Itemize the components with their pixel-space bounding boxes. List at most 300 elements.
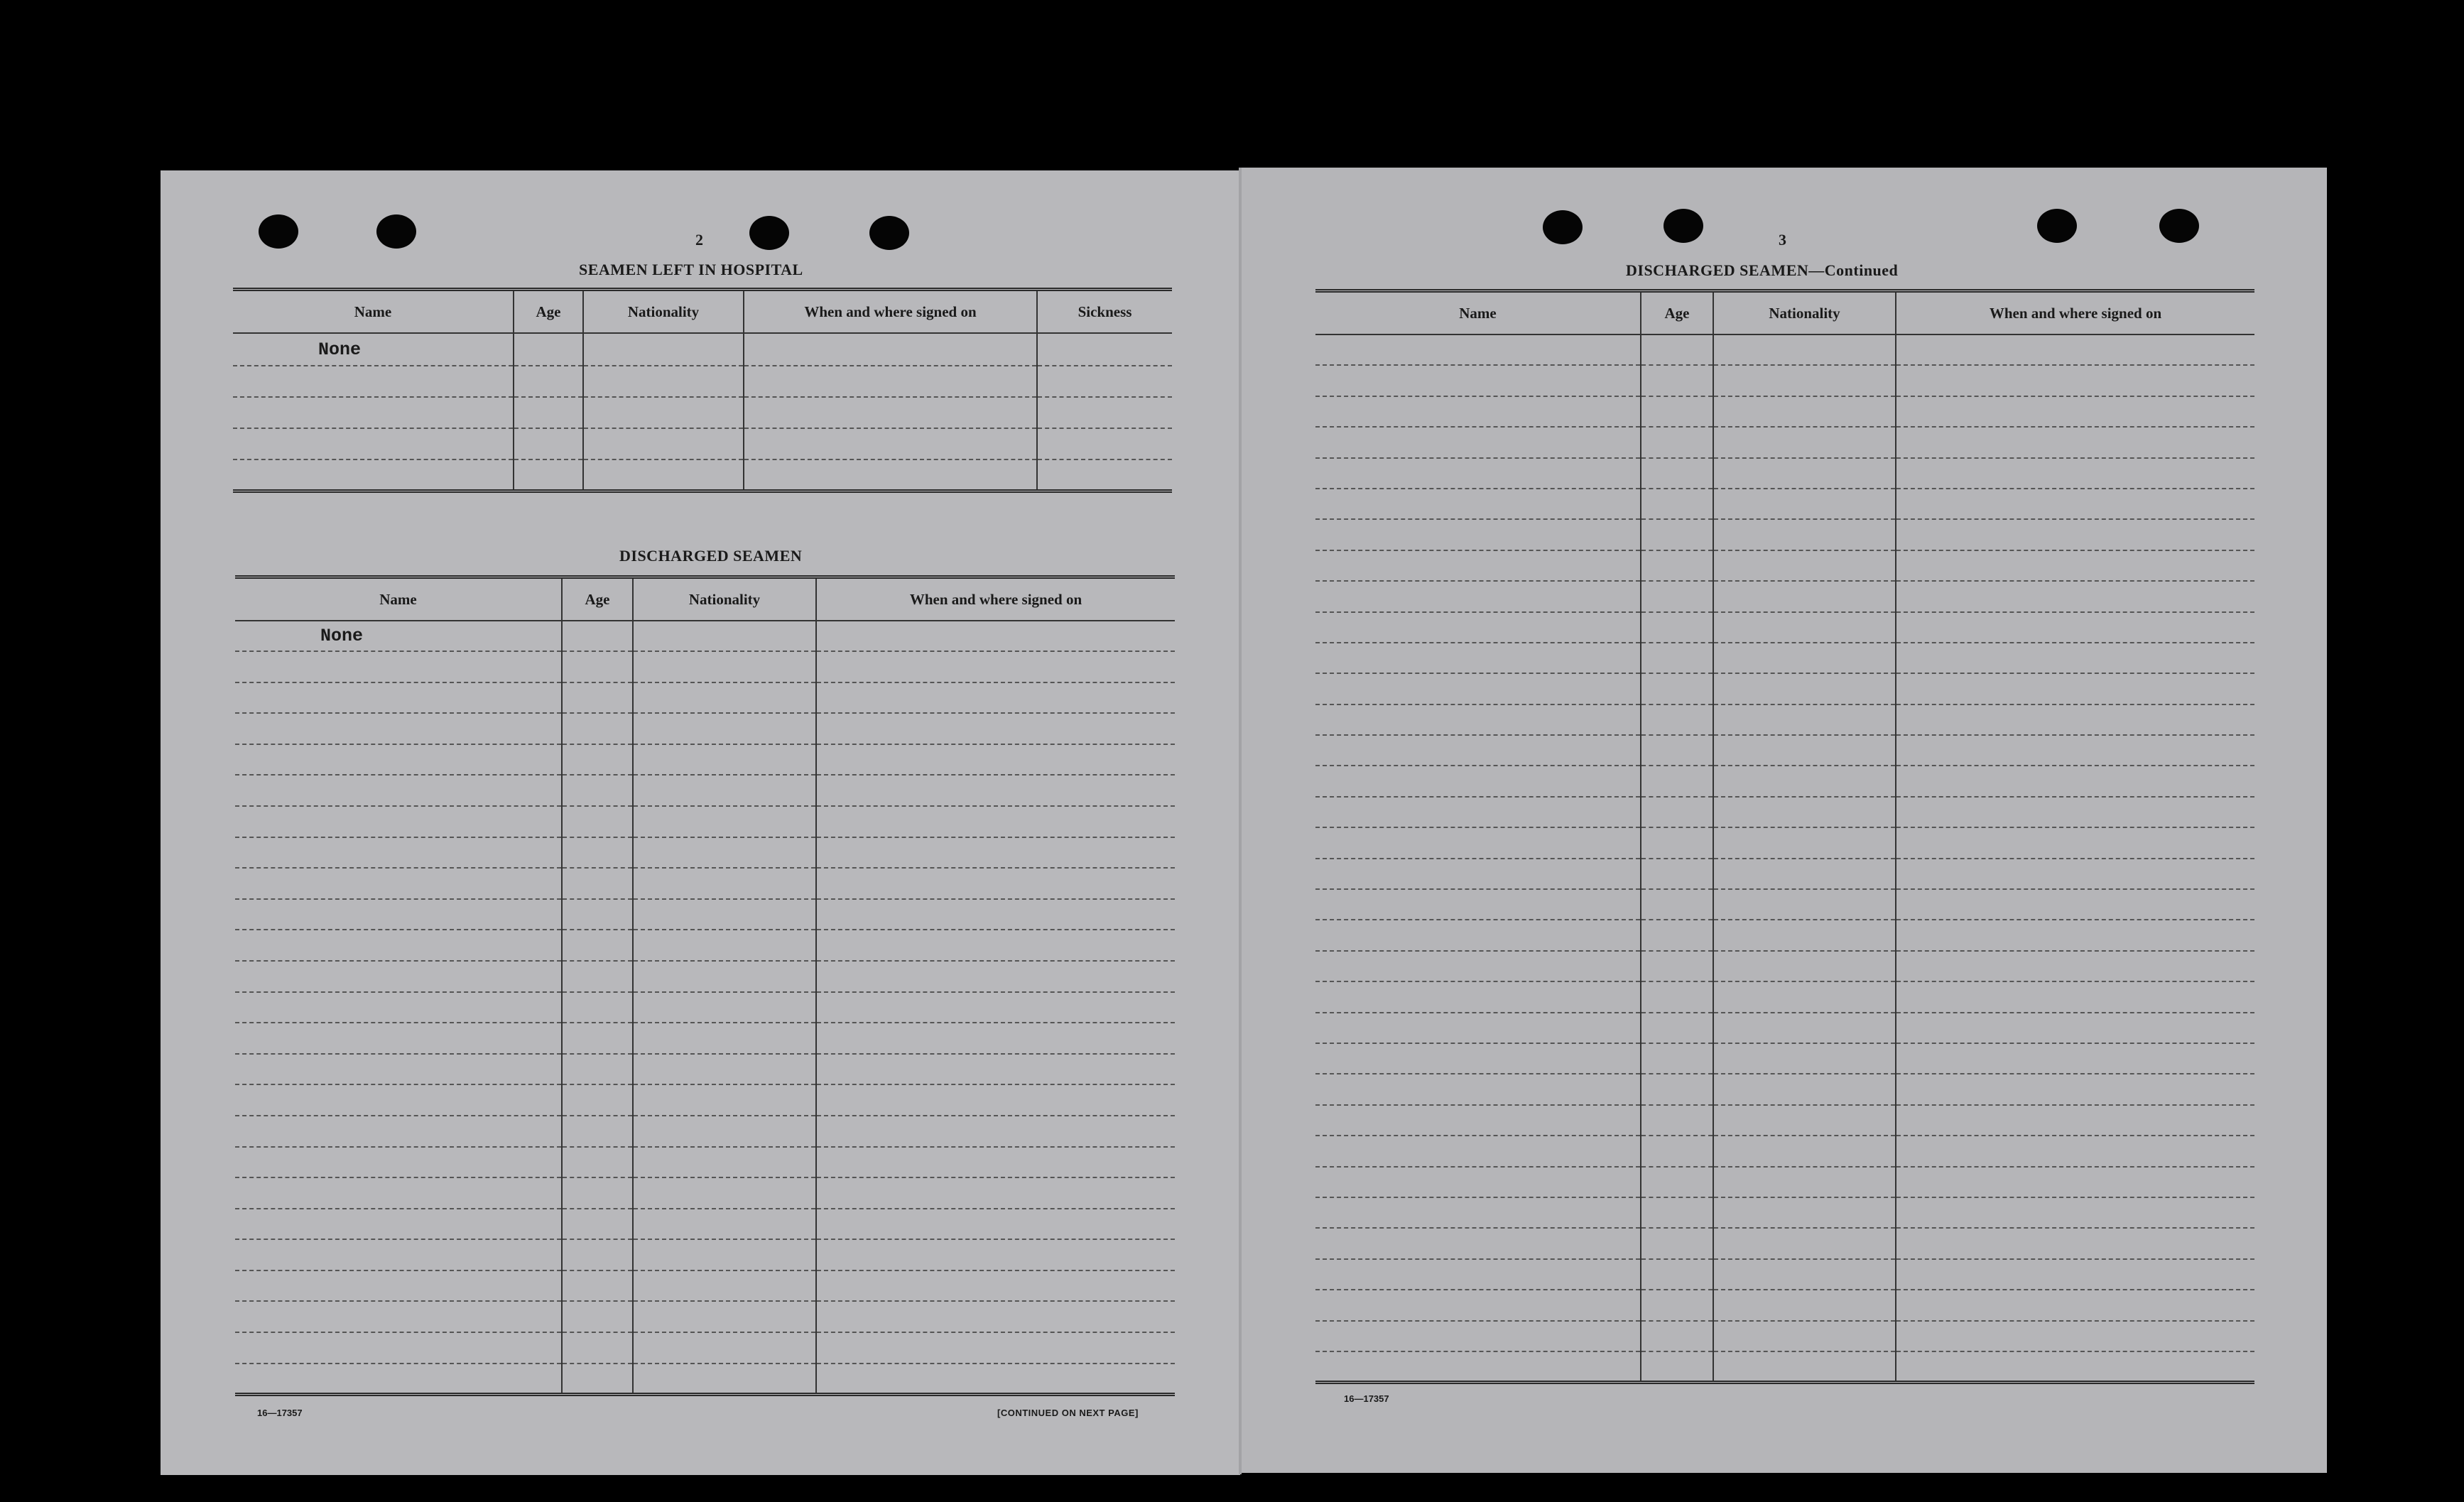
table-cell (1315, 1105, 1641, 1136)
table-cell (235, 744, 562, 776)
table-cell (1641, 673, 1713, 704)
table-cell (235, 1364, 562, 1395)
table-cell (1896, 581, 2254, 611)
table-cell (235, 651, 562, 682)
table-row (1315, 859, 2254, 889)
table-row (235, 621, 1175, 651)
table-cell (1641, 859, 1713, 889)
table-cell (816, 1054, 1175, 1085)
table-cell (1315, 612, 1641, 643)
table-cell (816, 682, 1175, 714)
table-cell (1896, 797, 2254, 827)
punch-hole (749, 216, 789, 250)
table-cell (816, 1116, 1175, 1147)
table-cell (633, 1116, 816, 1147)
punch-hole (376, 214, 416, 249)
table-row (235, 837, 1175, 869)
table-cell (562, 806, 633, 837)
table-row (1315, 334, 2254, 365)
age-cell (562, 621, 633, 651)
form-number: 16—17357 (1344, 1393, 1389, 1404)
table-cell (1641, 396, 1713, 427)
table-cell (1713, 365, 1896, 396)
hospital-table (233, 288, 1172, 493)
table-row (1315, 1074, 2254, 1104)
table-cell (1896, 1013, 2254, 1043)
table-cell (816, 1270, 1175, 1302)
table-cell (633, 837, 816, 869)
page-number: 2 (695, 231, 703, 249)
table-cell (816, 713, 1175, 744)
table-cell (1315, 1167, 1641, 1197)
table-cell (633, 775, 816, 806)
table-cell (633, 713, 816, 744)
table-cell (633, 1301, 816, 1332)
table-cell (816, 992, 1175, 1023)
table-row (233, 459, 1172, 491)
table-row (1315, 519, 2254, 550)
table-cell (235, 713, 562, 744)
table-cell (1315, 1013, 1641, 1043)
table-cell (1896, 612, 2254, 643)
table-cell (816, 899, 1175, 930)
table-cell (1713, 334, 1896, 365)
table-cell (1896, 643, 2254, 673)
table-cell (633, 961, 816, 992)
table-cell (633, 682, 816, 714)
table-cell (235, 806, 562, 837)
table-cell (633, 1147, 816, 1178)
table-cell (1896, 1259, 2254, 1290)
table-cell (1641, 612, 1713, 643)
table-cell (1896, 1167, 2254, 1197)
table-cell (1641, 1197, 1713, 1228)
table-cell (562, 837, 633, 869)
table-row (1315, 1290, 2254, 1320)
table-cell (1641, 334, 1713, 365)
table-cell (1641, 704, 1713, 735)
table-cell (633, 806, 816, 837)
column-header-signed-on: When and where signed on (816, 577, 1175, 621)
table-cell (1896, 735, 2254, 766)
table-cell (1315, 489, 1641, 519)
table-cell (235, 868, 562, 899)
table-row (235, 775, 1175, 806)
table-cell (562, 1116, 633, 1147)
table-cell (816, 1364, 1175, 1395)
table-cell (1713, 519, 1896, 550)
table-cell (1713, 1136, 1896, 1166)
table-cell (633, 1023, 816, 1054)
table-cell (816, 651, 1175, 682)
table-row (1315, 1013, 2254, 1043)
table-row (1315, 827, 2254, 858)
table-cell (1315, 735, 1641, 766)
table-cell (1713, 766, 1896, 796)
table-cell (562, 1270, 633, 1302)
table-cell (816, 868, 1175, 899)
table-row (235, 1147, 1175, 1178)
age-cell (514, 333, 583, 366)
table-cell (1713, 1043, 1896, 1074)
table-row (235, 1332, 1175, 1364)
column-header-nationality: Nationality (1713, 291, 1896, 335)
name-cell: None (233, 333, 514, 366)
table-cell (1896, 673, 2254, 704)
punch-hole (1543, 210, 1583, 244)
table-cell (1315, 951, 1641, 981)
table-row (1315, 1136, 2254, 1166)
table-row (1315, 396, 2254, 427)
table-cell (1713, 427, 1896, 457)
table-cell (1896, 1351, 2254, 1382)
table-cell (1713, 1105, 1896, 1136)
table-cell (1641, 920, 1713, 950)
table-cell (633, 899, 816, 930)
table-cell (235, 1209, 562, 1240)
table-cell (562, 1301, 633, 1332)
table-cell (1641, 458, 1713, 489)
table-cell (1713, 859, 1896, 889)
continued-note: [CONTINUED ON NEXT PAGE] (997, 1408, 1139, 1418)
discharged-continued-table (1315, 289, 2254, 1384)
table-cell (235, 1270, 562, 1302)
table-cell (562, 1332, 633, 1364)
table-cell (1315, 859, 1641, 889)
table-row (1315, 643, 2254, 673)
table-cell (816, 1332, 1175, 1364)
table-cell (1896, 396, 2254, 427)
punch-hole (2037, 209, 2077, 243)
table-cell (1641, 519, 1713, 550)
table-row (235, 1209, 1175, 1240)
table-cell (816, 1301, 1175, 1332)
table-row (233, 366, 1172, 397)
punch-hole (2159, 209, 2199, 243)
table-cell (1641, 797, 1713, 827)
table-cell (562, 713, 633, 744)
table-row (235, 806, 1175, 837)
table-cell (1896, 489, 2254, 519)
table-row (235, 1239, 1175, 1270)
table-cell (633, 1054, 816, 1085)
table-cell (1713, 1013, 1896, 1043)
table-row (235, 961, 1175, 992)
table-cell (1641, 1013, 1713, 1043)
table-cell (1713, 704, 1896, 735)
table-cell (1896, 859, 2254, 889)
table-cell (1315, 458, 1641, 489)
table-cell (1896, 920, 2254, 950)
table-cell (235, 1147, 562, 1178)
table-cell (633, 868, 816, 899)
table-cell (1641, 889, 1713, 920)
table-cell (1896, 1290, 2254, 1320)
table-cell (562, 1239, 633, 1270)
table-row (1315, 1105, 2254, 1136)
table-cell (1896, 951, 2254, 981)
table-cell (562, 1209, 633, 1240)
table-row (1315, 581, 2254, 611)
table-cell (633, 1270, 816, 1302)
table-cell (1641, 427, 1713, 457)
table-cell (1896, 427, 2254, 457)
table-cell (1896, 519, 2254, 550)
table-cell (1641, 1321, 1713, 1351)
table-cell (1315, 1197, 1641, 1228)
table-cell (1315, 519, 1641, 550)
table-row (235, 1270, 1175, 1302)
table-cell (1315, 581, 1641, 611)
table-cell (1641, 1228, 1713, 1258)
table-row (233, 397, 1172, 428)
table-cell (816, 1239, 1175, 1270)
table-cell (633, 1239, 816, 1270)
table-cell (562, 992, 633, 1023)
table-cell (1713, 797, 1896, 827)
table-row (1315, 365, 2254, 396)
table-cell (1713, 489, 1896, 519)
table-cell (1713, 581, 1896, 611)
punch-hole (869, 216, 909, 250)
table-cell (1315, 427, 1641, 457)
table-cell (816, 1084, 1175, 1116)
table-cell (1315, 1259, 1641, 1290)
table-cell (562, 1147, 633, 1178)
table-cell (1641, 489, 1713, 519)
table-cell (1713, 1167, 1896, 1197)
table-cell (1713, 889, 1896, 920)
table-row (1315, 920, 2254, 950)
table-cell (1315, 797, 1641, 827)
table-cell (1896, 1105, 2254, 1136)
table-cell (816, 806, 1175, 837)
punch-hole (1664, 209, 1703, 243)
table-row (1315, 735, 2254, 766)
table-row (1315, 489, 2254, 519)
table-cell (816, 961, 1175, 992)
table-row (235, 713, 1175, 744)
table-cell (235, 1054, 562, 1085)
table-row (1315, 1043, 2254, 1074)
table-cell (235, 1116, 562, 1147)
table-cell (1641, 550, 1713, 581)
column-header-signed-on: When and where signed on (1896, 291, 2254, 335)
table-cell (816, 744, 1175, 776)
table-cell (816, 837, 1175, 869)
table-cell (562, 775, 633, 806)
table-cell (562, 868, 633, 899)
table-row (235, 1116, 1175, 1147)
table-cell (562, 1054, 633, 1085)
table-row (1315, 1259, 2254, 1290)
page-fold (1239, 168, 1242, 1474)
column-header-age: Age (1641, 291, 1713, 335)
table-cell (562, 1177, 633, 1209)
table-cell (1641, 827, 1713, 858)
table-row (1315, 550, 2254, 581)
table-cell (1896, 827, 2254, 858)
table-cell (1896, 1228, 2254, 1258)
table-row (235, 930, 1175, 961)
table-row (235, 1054, 1175, 1085)
table-cell (1713, 1259, 1896, 1290)
table-row (1315, 1167, 2254, 1197)
table-cell (235, 992, 562, 1023)
table-cell (1713, 951, 1896, 981)
column-header-age: Age (514, 290, 583, 334)
table-row (1315, 1228, 2254, 1258)
table-cell (1315, 1290, 1641, 1320)
table-cell (1896, 981, 2254, 1012)
table-cell (633, 1364, 816, 1395)
punch-hole (259, 214, 298, 249)
table-cell (1713, 643, 1896, 673)
table-cell (235, 1239, 562, 1270)
table-cell (1713, 1074, 1896, 1104)
table-row (233, 333, 1172, 366)
table-cell (1896, 1197, 2254, 1228)
table-cell (1896, 889, 2254, 920)
table-cell (562, 651, 633, 682)
table-cell (1641, 1290, 1713, 1320)
table-row (1315, 427, 2254, 457)
table-cell (235, 682, 562, 714)
table-cell (1896, 704, 2254, 735)
table-cell (1896, 1074, 2254, 1104)
table-cell (1641, 1136, 1713, 1166)
table-cell (816, 1209, 1175, 1240)
column-header-sickness: Sickness (1037, 290, 1172, 334)
column-header-name: Name (233, 290, 514, 334)
signed-on-cell (744, 333, 1037, 366)
table-row (1315, 766, 2254, 796)
table-cell (1315, 704, 1641, 735)
table-row (1315, 673, 2254, 704)
table-cell (633, 1084, 816, 1116)
table-row (1315, 797, 2254, 827)
table-cell (816, 1023, 1175, 1054)
table-cell (1315, 396, 1641, 427)
table-row (1315, 1197, 2254, 1228)
table-cell (1713, 1228, 1896, 1258)
table-cell (1896, 365, 2254, 396)
page-number: 3 (1779, 231, 1786, 249)
table-row (235, 1023, 1175, 1054)
table-cell (1315, 673, 1641, 704)
table-cell (235, 1084, 562, 1116)
table-cell (562, 682, 633, 714)
table-cell (562, 1364, 633, 1395)
table-cell (633, 1177, 816, 1209)
table-cell (235, 961, 562, 992)
table-cell (1713, 550, 1896, 581)
table-cell (816, 1177, 1175, 1209)
name-cell: None (235, 621, 562, 651)
table-cell (1896, 550, 2254, 581)
table-cell (1713, 612, 1896, 643)
table-cell (633, 651, 816, 682)
table-row (233, 428, 1172, 459)
table-row (1315, 981, 2254, 1012)
table-cell (1641, 1167, 1713, 1197)
table-cell (633, 992, 816, 1023)
table-row (235, 651, 1175, 682)
table-cell (816, 775, 1175, 806)
table-cell (1896, 1321, 2254, 1351)
table-row (235, 992, 1175, 1023)
table-cell (1315, 1321, 1641, 1351)
table-cell (1315, 1228, 1641, 1258)
table-cell (1641, 1259, 1713, 1290)
table-cell (1315, 1074, 1641, 1104)
table-cell (1315, 334, 1641, 365)
table-row (1315, 458, 2254, 489)
table-cell (1641, 1074, 1713, 1104)
table-cell (1641, 1105, 1713, 1136)
table-row (1315, 1351, 2254, 1382)
table-cell (1641, 951, 1713, 981)
hospital-section-title: SEAMEN LEFT IN HOSPITAL (579, 261, 803, 278)
table-cell (235, 899, 562, 930)
table-cell (1713, 827, 1896, 858)
table-cell (1315, 827, 1641, 858)
table-cell (816, 930, 1175, 961)
table-cell (1641, 1351, 1713, 1382)
table-cell (1896, 1136, 2254, 1166)
table-cell (1641, 643, 1713, 673)
table-cell (1641, 1043, 1713, 1074)
table-cell (1713, 1321, 1896, 1351)
sickness-cell (1037, 333, 1172, 366)
table-cell (562, 1084, 633, 1116)
form-number: 16—17357 (257, 1408, 303, 1418)
table-cell (235, 930, 562, 961)
column-header-nationality: Nationality (633, 577, 816, 621)
table-row (235, 1084, 1175, 1116)
table-cell (562, 961, 633, 992)
table-cell (1896, 1043, 2254, 1074)
table-cell (1713, 1197, 1896, 1228)
table-cell (1641, 735, 1713, 766)
discharged-table (235, 575, 1175, 1396)
table-cell (235, 1301, 562, 1332)
table-cell (1713, 458, 1896, 489)
table-cell (235, 1332, 562, 1364)
table-row (235, 1364, 1175, 1395)
table-cell (816, 1147, 1175, 1178)
table-cell (235, 775, 562, 806)
discharged-continued-title: DISCHARGED SEAMEN—Continued (1626, 261, 1899, 279)
signed-on-cell (816, 621, 1175, 651)
table-row (235, 1177, 1175, 1209)
table-row (1315, 951, 2254, 981)
column-header-age: Age (562, 577, 633, 621)
table-cell (1315, 920, 1641, 950)
table-cell (633, 1209, 816, 1240)
table-cell (562, 744, 633, 776)
table-row (235, 744, 1175, 776)
table-cell (1641, 981, 1713, 1012)
table-cell (1713, 1351, 1896, 1382)
table-cell (1641, 365, 1713, 396)
table-cell (1315, 889, 1641, 920)
table-cell (1315, 981, 1641, 1012)
nationality-cell (583, 333, 744, 366)
column-header-nationality: Nationality (583, 290, 744, 334)
table-cell (562, 1023, 633, 1054)
table-cell (633, 930, 816, 961)
